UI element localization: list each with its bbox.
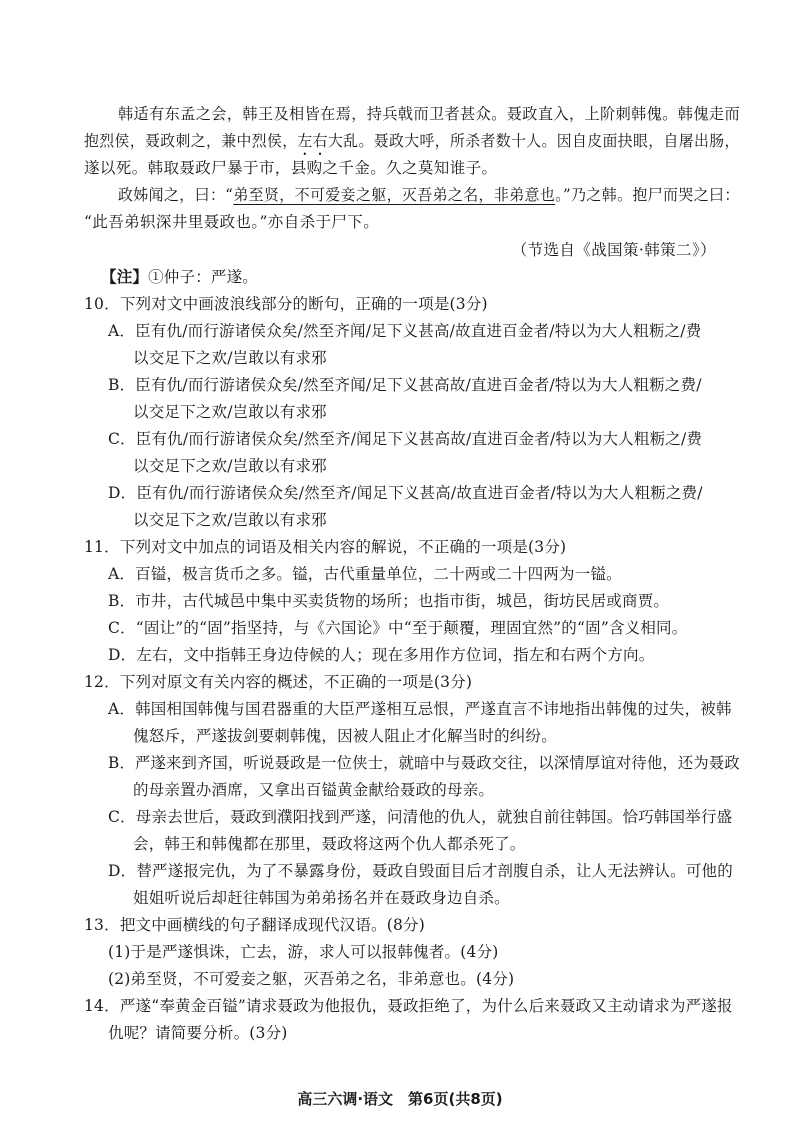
q14-stem-2: 仇呢？请简要分析。(3分) (108, 1024, 288, 1042)
passage-line-1: 韩适有东孟之会，韩王及相皆在焉，持兵戟而卫者甚众。聂政直入，上阶刺韩傀。韩傀走而 (118, 105, 741, 123)
q12-option-c-1: C．母亲去世后，聂政到濮阳找到严遂，问清他的仇人，就独自前往韩国。恰巧韩国举行盛 (108, 808, 733, 826)
passage-line-3: 遂以死。韩取聂政尸暴于市，县购之千金。久之莫知谁子。 (84, 159, 498, 177)
q10-option-b-1: B．臣有仇/而行游诸侯众矣/然至齐闻/足下义甚高故/直进百金者/特以为大人粗粝之费/ (108, 376, 702, 394)
q11-stem: 11．下列对文中加点的词语及相关内容的解说，不正确的一项是(3分) (84, 538, 567, 556)
q12-option-b-2: 的母亲置办酒席，又拿出百镒黄金献给聂政的母亲。 (133, 781, 495, 799)
q10-option-b-2: 以交足下之欢/岂敢以有求邪 (133, 403, 327, 421)
passage-line-5: “此吾弟轵深井里聂政也。”亦自杀于尸下。 (84, 213, 380, 231)
source-citation: （节选自《战国策·韩策二》） (511, 241, 716, 259)
q11-option-a: A．百镒，极言货币之多。镒，古代重量单位，二十两或二十四两为一镒。 (108, 565, 622, 583)
passage-line-2 (84, 131, 740, 159)
passage-line-2-b: 大乱。聂政大呼，所杀者数十人。因自皮面抉眼，自屠出肠， (327, 132, 740, 150)
page-footer: 高三六调·语文 第6页(共8页) (297, 1090, 503, 1108)
underlined-sentence: 弟至贤，不可爱妾之躯，灭吾弟之名，非弟意也 (233, 186, 556, 204)
q11-option-c: C．“固让”的“固”指坚持，与《六国论》中“至于颠覆，理固宜然”的“固”含义相同。 (108, 619, 688, 637)
q12-option-a-2: 傀怒斥，严遂拔剑要刺韩傀，因被人阻止才化解当时的纠纷。 (133, 727, 557, 745)
q13-part-1: (1)于是严遂惧诛，亡去，游，求人可以报韩傀者。(4分) (108, 943, 499, 961)
q12-option-d-1: D．替严遂报完仇，为了不暴露身份，聂政自毁面目后才剖腹自杀，让人无法辨认。可他的 (108, 862, 733, 880)
q11-option-d: D．左右，文中指韩王身边侍候的人；现在多用作方位词，指左和右两个方向。 (108, 646, 655, 664)
q10-option-c-2: 以交足下之欢/岂敢以有求邪 (133, 457, 327, 475)
note-label: 【注】 (101, 267, 149, 286)
q11-option-b: B．市井，古代城邑中集中买卖货物的场所；也指市街，城邑，街坊民居或商贾。 (108, 592, 670, 610)
note-text: ①仲子：严遂。 (148, 268, 259, 286)
q10-stem: 10．下列对文中画波浪线部分的断句，正确的一项是(3分) (84, 295, 488, 313)
q12-option-b-1: B．严遂来到齐国，听说聂政是一位侠士，就暗中与聂政交往，以深情厚谊对待他，还为聂政 (108, 754, 740, 772)
q12-stem: 12．下列对原文有关内容的概述，不正确的一项是(3分) (84, 673, 473, 691)
passage-line-4 (118, 185, 740, 205)
q10-option-a-1: A．臣有仇/而行游诸侯众矣/然至齐闻/足下义甚高/故直进百金者/特以为大人粗粝之/费 (108, 322, 702, 340)
q13-part-2: (2)弟至贤，不可爱妾之躯，灭吾弟之名，非弟意也。(4分) (108, 970, 515, 988)
q12-option-a-1: A．韩国相国韩傀与国君器重的大臣严遂相互忌恨，严遂直言不讳地指出韩傀的过失，被韩 (108, 700, 732, 718)
q14-stem-1: 14．严遂“奉黄金百镒”请求聂政为他报仇，聂政拒绝了，为什么后来聂政又主动请求为严遂报 (84, 997, 733, 1015)
q12-option-d-2: 姐姐听说后却赶往韩国为弟弟扬名并在聂政身边自杀。 (133, 889, 510, 907)
note (101, 267, 258, 287)
q12-option-c-2: 会，韩王和韩傀都在那里，聂政将这两个仇人都杀死了。 (133, 835, 526, 853)
q10-option-d-1: D．臣有仇/而行游诸侯众矣/然至齐/闻足下义甚高/故直进百金者/特以为大人粗粝之费/ (108, 484, 703, 502)
q10-option-a-2: 以交足下之欢/岂敢以有求邪 (133, 349, 327, 367)
q10-option-c-1: C．臣有仇/而行游诸侯众矣/然至齐/闻足下义甚高故/直进百金者/特以为大人粗粝之/费 (108, 430, 703, 448)
passage-line-4-a: 政姊闻之，曰：“ (118, 186, 234, 204)
q10-option-d-2: 以交足下之欢/岂敢以有求邪 (133, 511, 327, 529)
passage-line-4-b: 。”乃之韩。抱尸而哭之曰： (555, 186, 740, 204)
dotted-word-zuoyou: 左右 (297, 132, 328, 150)
passage-line-2-a: 抱烈侯，聂政刺之，兼中烈侯， (84, 132, 298, 150)
q13-stem: 13．把文中画横线的句子翻译成现代汉语。(8分) (84, 916, 425, 934)
